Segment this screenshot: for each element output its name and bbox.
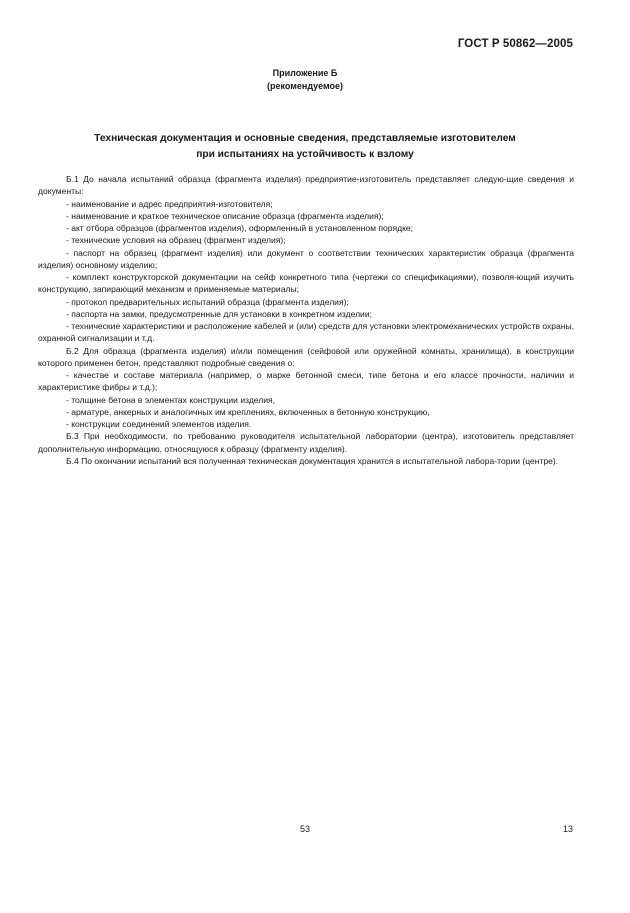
section-title-line-1: Техническая документация и основные сведения, представляемые изготовителем bbox=[94, 133, 516, 144]
list-item: - арматуре, анкерных и аналогичных им креплениях, включенных в бетонную конструкцию, bbox=[66, 406, 430, 417]
appendix-label: Приложение Б bbox=[272, 68, 338, 78]
list-item: - паспорта на замки, предусмотренные для установки в конкретном изделии; bbox=[66, 308, 372, 319]
paragraph-b3: Б.3 При необходимости, по требованию руководителя испытательной лаборатории (центра), изготовитель представляет дополнительную информацию, относящуюся к образцу (фрагменту изделия). bbox=[38, 431, 574, 454]
document-code: ГОСТ Р 50862—2005 bbox=[457, 38, 573, 50]
list-item: - технические характеристики и расположение кабелей и (или) средств для установки электромеханических устройств охраны, охранной сигнализации и т.д. bbox=[38, 321, 574, 344]
section-title bbox=[40, 131, 570, 163]
page-number-center: 53 bbox=[299, 824, 310, 834]
page-number-right: 13 bbox=[562, 824, 573, 834]
list-item: - качестве и составе материала (например, о марке бетонной смеси, типе бетона и его классе прочности, наличии и характеристике фибры и т.д.); bbox=[38, 370, 574, 393]
list-item: - наименование и краткое техническое описание образца (фрагмента изделия); bbox=[66, 210, 384, 221]
list-item: - акт отбора образцов (фрагментов изделия), оформленный в установленном порядке; bbox=[66, 223, 414, 233]
appendix-heading bbox=[0, 67, 610, 93]
paragraph-b4: Б.4 По окончании испытаний вся полученная техническая документация хранится в испытательной лабора-тории (центре). bbox=[66, 455, 559, 466]
list-item: - конструкции соединений элементов изделия. bbox=[66, 419, 252, 429]
paragraph-b2: Б.2 Для образца (фрагмента изделия) и/или помещения (сейфовой или оружейной комнаты, хранилища), в конструкции которого применен бетон, представляют подробные сведения о: bbox=[38, 345, 574, 368]
list-item: - толщине бетона в элементах конструкции изделия, bbox=[66, 394, 276, 405]
list-item: - наименование и адрес предприятия-изготовителя; bbox=[66, 198, 273, 209]
list-item: - протокол предварительных испытаний образца (фрагмента изделия); bbox=[66, 296, 349, 307]
document-body bbox=[38, 173, 574, 467]
list-item: - паспорт на образец (фрагмент изделия) или документ о соответствии технических характеристик образца (фрагмента изделия) основному изделию; bbox=[38, 247, 574, 270]
appendix-kind: (рекомендуемое) bbox=[267, 81, 343, 91]
list-item: - комплект конструкторской документации на сейф конкретного типа (чертежи со спецификациями), позволя-ющий изучить конструкцию, запирающий механизм и применяемые материалы; bbox=[38, 272, 574, 295]
list-item: - технические условия на образец (фрагмент изделия); bbox=[66, 235, 286, 246]
section-title-line-2: при испытаниях на устойчивость к взлому bbox=[196, 149, 414, 160]
paragraph-b1: Б.1 До начала испытаний образца (фрагмента изделия) предприятие-изготовитель представляет следую-щие сведения и документы: bbox=[38, 174, 574, 197]
